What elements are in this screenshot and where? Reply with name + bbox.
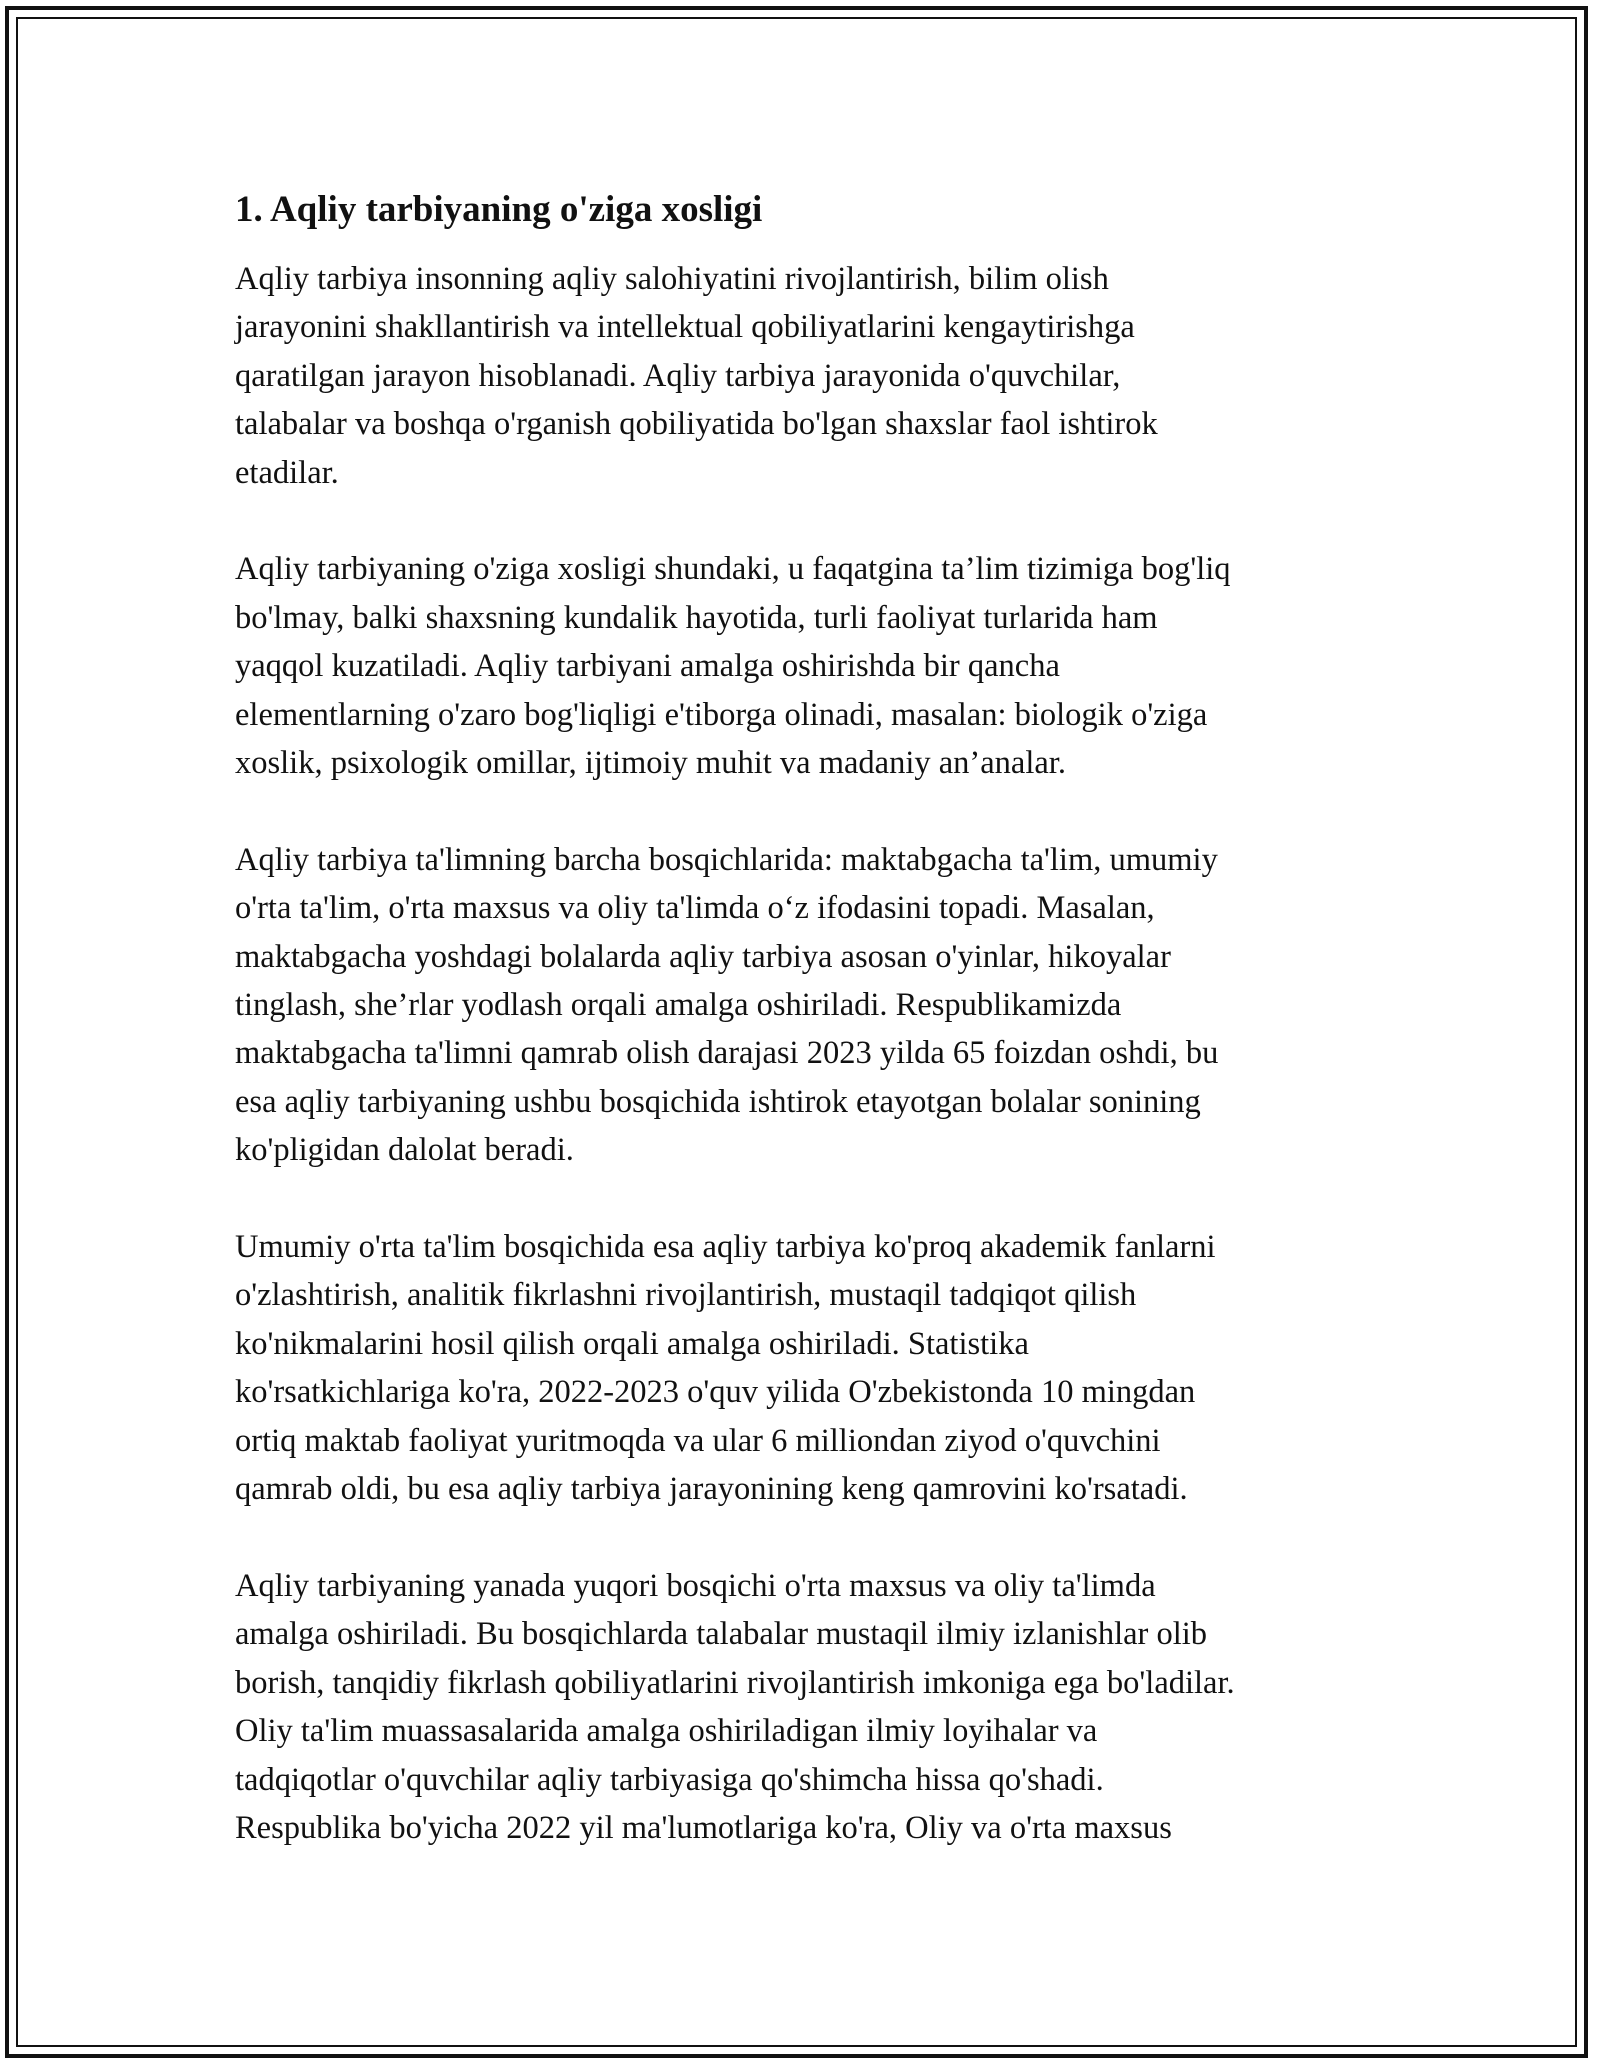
text-line: Aqliy tarbiya ta'limning barcha bosqichlarida: maktabgacha ta'lim, umumiy bbox=[235, 841, 1218, 878]
text-line: ortiq maktab faoliyat yuritmoqda va ular 6 milliondan ziyod o'quvchini bbox=[235, 1422, 1161, 1459]
text-line: tadqiqotlar o'quvchilar aqliy tarbiyasiga qo'shimcha hissa qo'shadi. bbox=[235, 1761, 1104, 1798]
text-line: elementlarning o'zaro bog'liqligi e'tiborga olinadi, masalan: biologik o'ziga bbox=[235, 696, 1208, 733]
text-line: borish, tanqidiy fikrlash qobiliyatlarini rivojlantirish imkoniga ega bo'ladilar. bbox=[235, 1664, 1235, 1701]
text-line: Aqliy tarbiyaning yanada yuqori bosqichi o'rta maxsus va oliy ta'limda bbox=[235, 1567, 1156, 1604]
paragraph-5 bbox=[235, 1562, 1385, 1852]
text-line: qamrab oldi, bu esa aqliy tarbiya jarayonining keng qamrovini ko'rsatadi. bbox=[235, 1471, 1188, 1508]
text-line: xoslik, psixologik omillar, ijtimoiy muhit va madaniy an’analar. bbox=[235, 745, 1066, 782]
text-line: tinglash, she’rlar yodlash orqali amalga oshiriladi. Respublikamizda bbox=[235, 987, 1122, 1024]
text-line: Respublika bo'yicha 2022 yil ma'lumotlariga ko'ra, Oliy va o'rta maxsus bbox=[235, 1809, 1172, 1846]
paragraph-3 bbox=[235, 836, 1385, 1175]
text-line: Oliy ta'lim muassasalarida amalga oshiriladigan ilmiy loyihalar va bbox=[235, 1713, 1098, 1750]
text-line: jarayonini shakllantirish va intellektual qobiliyatlarini kengaytirishga bbox=[235, 309, 1135, 346]
paragraph-4 bbox=[235, 1223, 1385, 1513]
text-line: maktabgacha yoshdagi bolalarda aqliy tarbiya asosan o'yinlar, hikoyalar bbox=[235, 938, 1171, 975]
text-line: Umumiy o'rta ta'lim bosqichida esa aqliy tarbiya ko'proq akademik fanlarni bbox=[235, 1229, 1216, 1266]
text-line: bo'lmay, balki shaxsning kundalik hayotida, turli faoliyat turlarida ham bbox=[235, 599, 1158, 636]
text-line: esa aqliy tarbiyaning ushbu bosqichida ishtirok etayotgan bolalar sonining bbox=[235, 1083, 1201, 1120]
text-line: talabalar va boshqa o'rganish qobiliyatida bo'lgan shaxslar faol ishtirok bbox=[235, 406, 1158, 443]
text-line: o'zlashtirish, analitik fikrlashni rivojlantirish, mustaqil tadqiqot qilish bbox=[235, 1277, 1137, 1314]
text-line: yaqqol kuzatiladi. Aqliy tarbiyani amalga oshirishda bir qancha bbox=[235, 648, 1060, 685]
text-line: qaratilgan jarayon hisoblanadi. Aqliy tarbiya jarayonida o'quvchilar, bbox=[235, 357, 1121, 394]
text-line: o'rta ta'lim, o'rta maxsus va oliy ta'limda o‘z ifodasini topadi. Masalan, bbox=[235, 890, 1155, 927]
text-line: Aqliy tarbiyaning o'ziga xosligi shundaki, u faqatgina ta’lim tizimiga bog'liq bbox=[235, 551, 1231, 588]
paragraph-1 bbox=[235, 255, 1385, 497]
text-line: maktabgacha ta'limni qamrab olish darajasi 2023 yilda 65 foizdan oshdi, bu bbox=[235, 1035, 1219, 1072]
paragraph-2 bbox=[235, 545, 1385, 787]
section-heading: 1. Aqliy tarbiyaning o'ziga xosligi bbox=[235, 189, 763, 230]
text-line: ko'nikmalarini hosil qilish orqali amalga oshiriladi. Statistika bbox=[235, 1325, 1029, 1362]
text-line: ko'rsatkichlariga ko'ra, 2022-2023 o'quv yilida O'zbekistonda 10 mingdan bbox=[235, 1374, 1196, 1411]
text-line: amalga oshiriladi. Bu bosqichlarda talabalar mustaqil ilmiy izlanishlar olib bbox=[235, 1616, 1208, 1653]
document-body bbox=[235, 188, 1385, 1901]
text-line: etadilar. bbox=[235, 454, 339, 491]
text-line: Aqliy tarbiya insonning aqliy salohiyatini rivojlantirish, bilim olish bbox=[235, 261, 1109, 297]
text-line: ko'pligidan dalolat beradi. bbox=[235, 1132, 574, 1169]
